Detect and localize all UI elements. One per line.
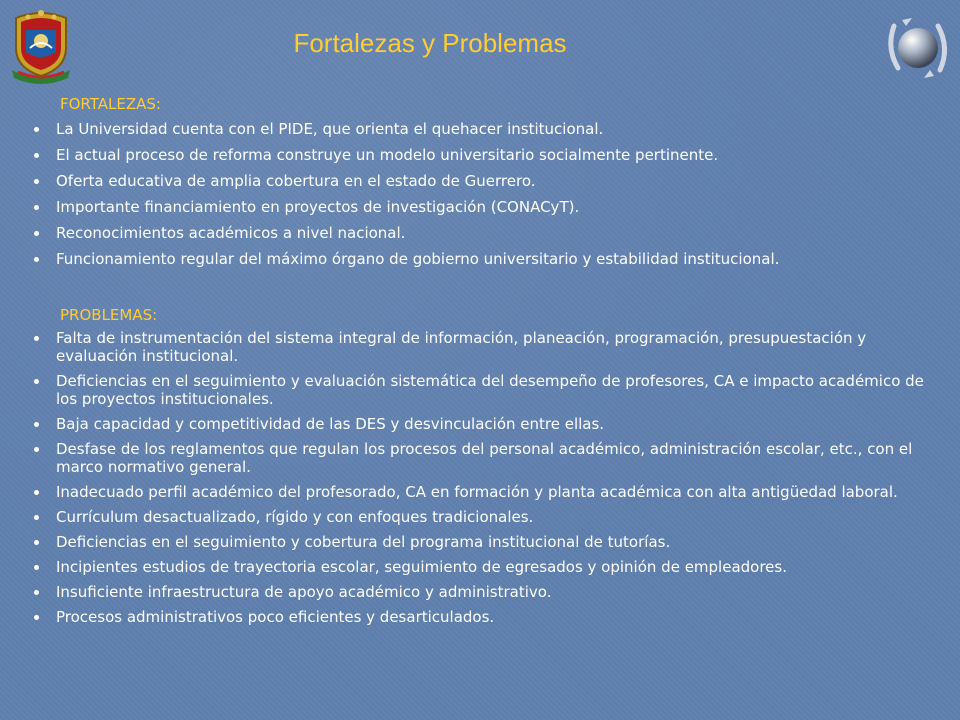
- bullet-icon: [34, 490, 39, 495]
- bullet-icon: [34, 615, 39, 620]
- bullet-icon: [34, 127, 39, 132]
- bullet-icon: [34, 231, 39, 236]
- list-item: Oferta educativa de amplia cobertura en el estado de Guerrero.: [34, 172, 944, 190]
- bullet-icon: [34, 205, 39, 210]
- list-item: Funcionamiento regular del máximo órgano de gobierno universitario y estabilidad institucional.: [34, 250, 944, 268]
- list-item: Importante financiamiento en proyectos de investigación (CONACyT).: [34, 198, 944, 216]
- list-item: Incipientes estudios de trayectoria escolar, seguimiento de egresados y opinión de empleadores.: [34, 558, 944, 576]
- list-item: Procesos administrativos poco eficientes y desarticulados.: [34, 608, 944, 626]
- fortalezas-list: [34, 120, 944, 276]
- bullet-icon: [34, 447, 39, 452]
- list-item: Insuficiente infraestructura de apoyo académico y administrativo.: [34, 583, 944, 601]
- bullet-icon: [34, 257, 39, 262]
- bullet-icon: [34, 540, 39, 545]
- list-item: El actual proceso de reforma construye un modelo universitario socialmente pertinente.: [34, 146, 944, 164]
- list-item: Falta de instrumentación del sistema integral de información, planeación, programación, presupuestación y evaluación institucional.: [34, 329, 944, 365]
- university-shield-icon: [8, 8, 74, 84]
- bullet-icon: [34, 565, 39, 570]
- problemas-heading: PROBLEMAS:: [60, 306, 158, 324]
- slide-title: Fortalezas y Problemas: [293, 28, 567, 58]
- bullet-icon: [34, 590, 39, 595]
- bullet-icon: [34, 336, 39, 341]
- list-item: Currículum desactualizado, rígido y con enfoques tradicionales.: [34, 508, 944, 526]
- list-item: Deficiencias en el seguimiento y evaluación sistemática del desempeño de profesores, CA e impacto académico de los proyectos institucionales.: [34, 372, 944, 408]
- list-item: Baja capacidad y competitividad de las DES y desvinculación entre ellas.: [34, 415, 944, 433]
- problemas-list: [34, 329, 944, 633]
- list-item: Inadecuado perfil académico del profesorado, CA en formación y planta académica con alta antigüedad laboral.: [34, 483, 944, 501]
- bullet-icon: [34, 379, 39, 384]
- bullet-icon: [34, 153, 39, 158]
- list-item: Reconocimientos académicos a nivel nacional.: [34, 224, 944, 242]
- fortalezas-heading: FORTALEZAS:: [60, 95, 161, 113]
- list-item: La Universidad cuenta con el PIDE, que orienta el quehacer institucional.: [34, 120, 944, 138]
- list-item: Deficiencias en el seguimiento y cobertura del programa institucional de tutorías.: [34, 533, 944, 551]
- bullet-icon: [34, 422, 39, 427]
- bullet-icon: [34, 515, 39, 520]
- list-item: Desfase de los reglamentos que regulan los procesos del personal académico, administración escolar, etc., con el marco normativo general.: [34, 440, 944, 476]
- bullet-icon: [34, 179, 39, 184]
- globe-icon: [882, 12, 954, 84]
